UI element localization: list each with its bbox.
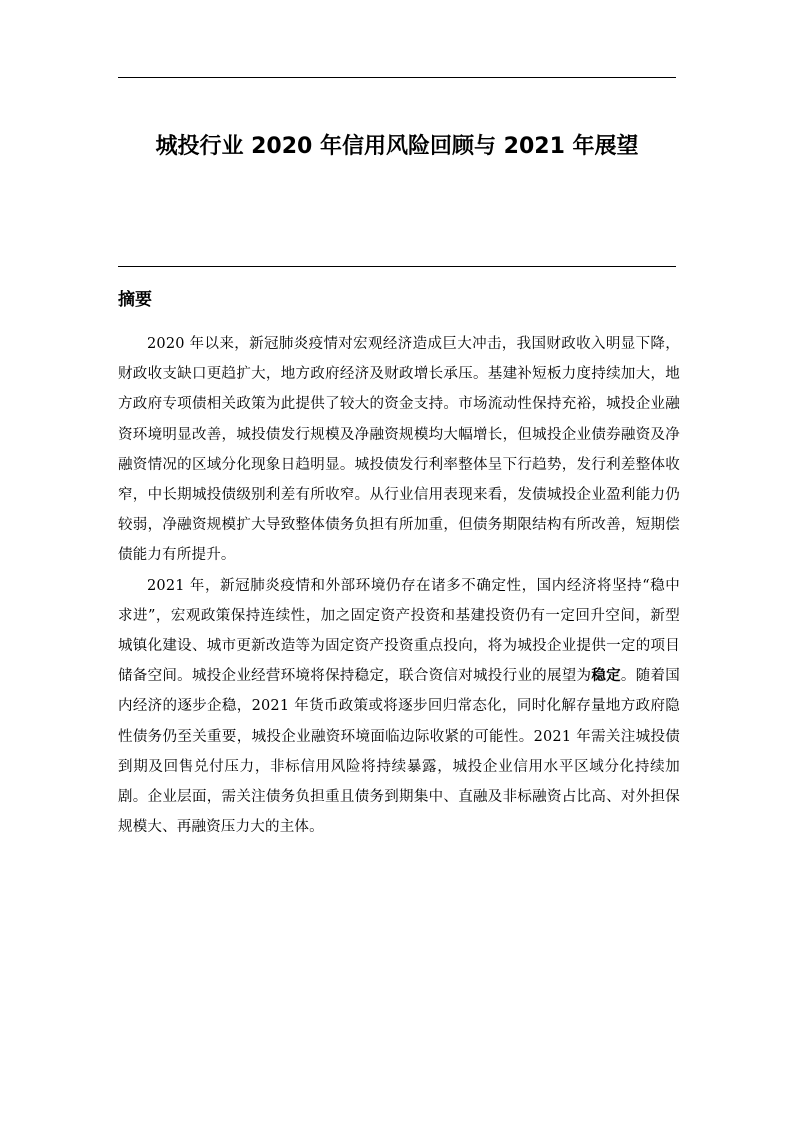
title-divider-line [118,266,676,267]
abstract-paragraph-1: 2020 年以来，新冠肺炎疫情对宏观经济造成巨大冲击，我国财政收入明显下降，财政收支缺口更趋扩大，地方政府经济及财政增长承压。基建补短板力度持续加大，地方政府专项债相关政策为此提供了较大的资金支持。市场流动性保持充裕，城投企业融资环境明显改善，城投债发行规模及净融资规模均大幅增长，但城投企业债券融资及净融资情况的区域分化现象日趋明显。城投债发行利率整体呈下行趋势，发行利差整体收窄，中长期城投债级别利差有所收窄。从行业信用表现来看，发债城投企业盈利能力仍较弱，净融资规模扩大导致整体债务负担有所加重，但债务期限结构有所改善，短期偿债能力有所提升。 [118,336,680,564]
paragraph-2-text-part-2: 。随着国内经济的逐步企稳，2021 年货币政策或将逐步回归常态化，同时化解存量地方政府隐性债务仍至关重要，城投企业融资环境面临边际收紧的可能性。2021 年需关注城投债到期及回售兑付压力，非标信用风险将持续暴露，城投企业信用水平区域分化持续加剧。企业层面，需关注债务负担重且债务到期集中、直融及非标融资占比高、对外担保规模大、再融资压力大的主体。 [118,668,680,836]
document-title: 城投行业 2020 年信用风险回顾与 2021 年展望 [155,134,639,159]
abstract-body [118,329,680,842]
top-divider-line [118,77,676,78]
paragraph-2-text-part-1: 2021 年，新冠肺炎疫情和外部环境仍存在诸多不确定性，国内经济将坚持“稳中求进”，宏观政策保持连续性，加之固定资产投资和基建投资仍有一定回升空间，新型城镇化建设、城市更新改造等为固定资产投资重点投向，将为城投企业提供一定的项目储备空间。城投企业经营环境将保持稳定，联合资信对城投行业的展望为 [118,577,680,685]
abstract-heading: 摘要 [118,290,152,310]
abstract-paragraph-2 [118,571,680,843]
outlook-rating-emphasis: 稳定 [591,668,621,685]
